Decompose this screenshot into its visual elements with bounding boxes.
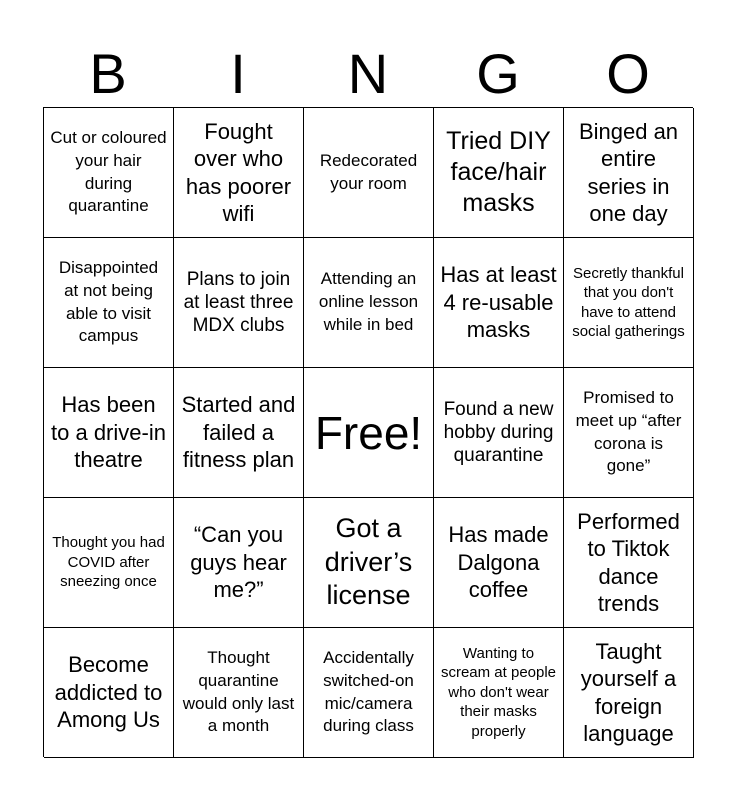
bingo-cell[interactable]: [44, 498, 174, 628]
cell-text: Found a new hobby during quarantine: [443, 398, 554, 467]
cell-text: Accidentally switched-on mic/camera during class: [323, 647, 414, 736]
bingo-cell[interactable]: [434, 498, 564, 628]
bingo-cell[interactable]: [304, 628, 434, 758]
bingo-cell[interactable]: [174, 368, 304, 498]
bingo-cell[interactable]: [304, 238, 434, 368]
bingo-cell[interactable]: [44, 238, 174, 368]
free-space-cell[interactable]: [304, 368, 434, 498]
bingo-cell[interactable]: [564, 238, 694, 368]
bingo-cell[interactable]: [174, 108, 304, 238]
bingo-cell[interactable]: [44, 628, 174, 758]
bingo-board: [43, 107, 693, 757]
bingo-cell[interactable]: [434, 368, 564, 498]
cell-text: Thought you had COVID after sneezing once: [52, 534, 165, 591]
bingo-cell[interactable]: [564, 498, 694, 628]
bingo-cell[interactable]: [174, 628, 304, 758]
header-letter-b: B: [89, 42, 127, 105]
cell-text: Promised to meet up “after corona is gone”: [575, 387, 682, 476]
cell-text: Redecorated your room: [319, 150, 418, 193]
cell-text: Secretly thankful that you don't have to attend social gatherings: [572, 264, 685, 340]
bingo-cell[interactable]: [564, 368, 694, 498]
bingo-cell[interactable]: [44, 368, 174, 498]
cell-text: “Can you guys hear me?”: [190, 522, 287, 603]
cell-text: Disappointed at not being able to visit campus: [58, 257, 159, 346]
cell-text: Become addicted to Among Us: [54, 652, 163, 733]
cell-text: Has been to a drive-in theatre: [51, 392, 166, 473]
cell-text: Got a driver’s license: [324, 512, 413, 611]
free-space-text: Free!: [314, 406, 423, 459]
cell-text: Attending an online lesson while in bed: [318, 269, 419, 334]
header-letter-o: O: [606, 42, 650, 105]
bingo-cell[interactable]: [174, 498, 304, 628]
cell-text: Thought quarantine would only last a month: [182, 647, 295, 736]
cell-text: Has at least 4 re-usable masks: [440, 262, 557, 343]
bingo-cell[interactable]: [564, 108, 694, 238]
header-letter-n: N: [347, 42, 389, 105]
cell-text: Started and failed a fitness plan: [181, 392, 296, 473]
bingo-cell[interactable]: [304, 498, 434, 628]
cell-text: Plans to join at least three MDX clubs: [183, 268, 294, 337]
cell-text: Binged an entire series in one day: [578, 118, 679, 226]
bingo-cell[interactable]: [564, 628, 694, 758]
bingo-cell[interactable]: [434, 108, 564, 238]
bingo-header: [43, 40, 693, 108]
cell-text: Has made Dalgona coffee: [448, 522, 549, 603]
header-letter-g: G: [476, 42, 520, 105]
cell-text: Tried DIY face/hair masks: [446, 126, 551, 218]
cell-text: Taught yourself a foreign language: [580, 638, 677, 746]
header-letter-i: I: [230, 42, 246, 105]
bingo-cell[interactable]: [434, 628, 564, 758]
cell-text: Performed to Tiktok dance trends: [577, 508, 680, 616]
bingo-cell[interactable]: [174, 238, 304, 368]
cell-text: Fought over who has poorer wifi: [185, 118, 292, 226]
cell-text: Wanting to scream at people who don't wear their masks properly: [440, 644, 557, 740]
bingo-cell[interactable]: [44, 108, 174, 238]
bingo-cell[interactable]: [304, 108, 434, 238]
bingo-cell[interactable]: [434, 238, 564, 368]
cell-text: Cut or coloured your hair during quarantine: [50, 127, 167, 216]
